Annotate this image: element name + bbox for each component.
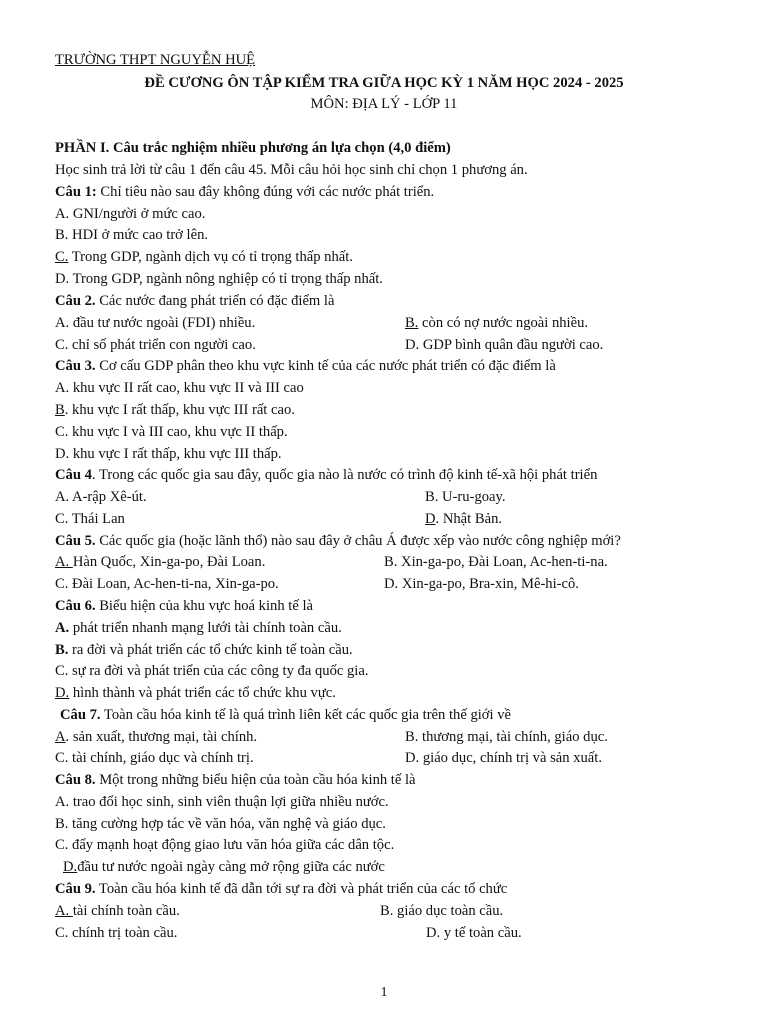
- school-name: TRƯỜNG THPT NGUYỄN HUỆ: [55, 52, 256, 68]
- question-label: Câu 5.: [55, 533, 96, 549]
- question-8: [55, 771, 728, 789]
- question-label: Câu 7.: [60, 707, 101, 723]
- q4-option-d: [425, 510, 728, 528]
- option-text: hình thành và phát triển các tổ chức khu vực.: [69, 685, 336, 701]
- q5-option-c: C. Đài Loan, Ac-hen-ti-na, Xin-ga-po.: [55, 576, 279, 592]
- answer-letter: A: [55, 729, 66, 745]
- q4-option-c: C. Thái Lan: [55, 511, 125, 527]
- page-number: 1: [380, 985, 388, 1000]
- answer-letter: B.: [405, 315, 419, 331]
- part1-heading: PHẦN I. Câu trắc nghiệm nhiều phương án lựa chọn (4,0 điểm): [55, 140, 451, 156]
- question-text: Cơ cấu GDP phân theo khu vực kinh tế của các nước phát triển có đặc điểm là: [95, 358, 556, 374]
- option-text: đầu tư nước ngoài ngày càng mở rộng giữa các nước: [77, 859, 385, 875]
- q7-option-d: D. giáo dục, chính trị và sản xuất.: [405, 750, 602, 766]
- answer-letter: B.: [55, 642, 69, 658]
- q1-option-b: B. HDI ở mức cao trở lên.: [55, 227, 209, 243]
- q2-option-d: D. GDP bình quân đầu người cao.: [405, 337, 604, 353]
- q9-option-d: D. y tế toàn cầu.: [426, 925, 522, 941]
- question-text: Chỉ tiêu nào sau đây không đúng với các nước phát triển.: [96, 184, 435, 200]
- q5-option-b: B. Xin-ga-po, Đài Loan, Ac-hen-ti-na.: [384, 554, 608, 570]
- question-2: [55, 292, 728, 310]
- q5-option-d: D. Xin-ga-po, Bra-xin, Mê-hi-cô.: [384, 576, 579, 592]
- q4-option-b: B. U-ru-goay.: [425, 489, 506, 505]
- q3-option-b: [55, 401, 728, 419]
- q3-option-a: A. khu vực II rất cao, khu vực II và III cao: [55, 380, 304, 396]
- answer-letter: D: [425, 511, 436, 527]
- option-text: . Nhật Bản.: [435, 511, 503, 527]
- q8-option-d: [63, 858, 728, 876]
- option-text: . sản xuất, thương mại, tài chính.: [65, 729, 258, 745]
- q2-option-c: C. chỉ số phát triển con người cao.: [55, 337, 256, 353]
- question-text: Toàn cầu hóa kinh tế là quá trình liên kết các quốc gia trên thế giới về: [100, 707, 511, 723]
- question-6: [55, 597, 728, 615]
- answer-letter: A.: [55, 620, 70, 636]
- option-text: còn có nợ nước ngoài nhiều.: [418, 315, 589, 331]
- answer-letter: C.: [55, 249, 69, 265]
- answer-letter: A.: [55, 903, 73, 919]
- question-5: [55, 532, 728, 550]
- q3-option-c: C. khu vực I và III cao, khu vực II thấp.: [55, 424, 288, 440]
- question-label: Câu 9.: [55, 881, 96, 897]
- q2-option-b: [405, 314, 728, 332]
- option-text: . khu vực I rất thấp, khu vực III rất cao.: [64, 402, 295, 418]
- q6-option-a: [55, 619, 728, 637]
- option-text: Hàn Quốc, Xin-ga-po, Đài Loan.: [72, 554, 266, 570]
- q3-option-d: D. khu vực I rất thấp, khu vực III thấp.: [55, 446, 282, 462]
- question-text: . Trong các quốc gia sau đây, quốc gia nào là nước có trình độ kinh tế-xã hội phát triển: [91, 467, 598, 483]
- answer-letter: B: [55, 402, 65, 418]
- q1-option-d: D. Trong GDP, ngành nông nghiệp có tỉ trọng thấp nhất.: [55, 271, 383, 287]
- q7-option-c: C. tài chính, giáo dục và chính trị.: [55, 750, 254, 766]
- question-1: [55, 183, 728, 201]
- question-7: [60, 706, 728, 724]
- answer-letter: A.: [55, 554, 73, 570]
- q6-option-c: C. sự ra đời và phát triển của các công ty đa quốc gia.: [55, 663, 369, 679]
- q8-option-a: A. trao đổi học sinh, sinh viên thuận lợi giữa nhiều nước.: [55, 794, 389, 810]
- question-label: Câu 8.: [55, 772, 96, 788]
- question-text: Các nước đang phát triển có đặc điểm là: [95, 293, 335, 309]
- q2-option-a: A. đầu tư nước ngoài (FDI) nhiều.: [55, 315, 256, 331]
- q7-option-b: B. thương mại, tài chính, giáo dục.: [405, 729, 608, 745]
- question-text: Các quốc gia (hoặc lãnh thổ) nào sau đây ở châu Á được xếp vào nước công nghiệp mới?: [95, 533, 621, 549]
- q9-option-c: C. chính trị toàn cầu.: [55, 925, 178, 941]
- question-label: Câu 6.: [55, 598, 96, 614]
- answer-letter: D.: [55, 685, 70, 701]
- option-text: phát triển nhanh mạng lưới tài chính toàn cầu.: [69, 620, 342, 636]
- q8-option-c: C. đẩy mạnh hoạt động giao lưu văn hóa giữa các dân tộc.: [55, 837, 395, 853]
- answer-letter: D.: [63, 859, 78, 875]
- question-text: Biểu hiện của khu vực hoá kinh tế là: [95, 598, 313, 614]
- question-4: [55, 466, 728, 484]
- part1-instruction: Học sinh trả lời từ câu 1 đến câu 45. Mỗi câu hỏi học sinh chỉ chọn 1 phương án.: [55, 162, 528, 178]
- q1-option-a: A. GNI/người ở mức cao.: [55, 206, 206, 222]
- question-label: Câu 3.: [55, 358, 96, 374]
- option-text: Trong GDP, ngành dịch vụ có tỉ trọng thấp nhất.: [68, 249, 353, 265]
- q9-option-b: B. giáo dục toàn cầu.: [380, 903, 504, 919]
- option-text: tài chính toàn cầu.: [72, 903, 180, 919]
- subject-line: MÔN: ĐỊA LÝ - LỚP 11: [310, 96, 458, 112]
- document-title: ĐỀ CƯƠNG ÔN TẬP KIỂM TRA GIỮA HỌC KỲ 1 NĂM HỌC 2024 - 2025: [144, 75, 624, 91]
- question-9: [55, 880, 728, 898]
- question-label: Câu 2.: [55, 293, 96, 309]
- q6-option-b: [55, 641, 728, 659]
- q6-option-d: [55, 684, 728, 702]
- option-text: ra đời và phát triển các tổ chức kinh tế toàn cầu.: [68, 642, 353, 658]
- question-text: Một trong những biểu hiện của toàn cầu hóa kinh tế là: [95, 772, 416, 788]
- question-text: Toàn cầu hóa kinh tế đã dẫn tới sự ra đời và phát triển của các tổ chức: [95, 881, 508, 897]
- question-label: Câu 1:: [55, 184, 97, 200]
- q4-option-a: A. A-rập Xê-út.: [55, 489, 147, 505]
- q8-option-b: B. tăng cường hợp tác về văn hóa, văn nghệ và giáo dục.: [55, 816, 386, 832]
- question-3: [55, 357, 728, 375]
- question-label: Câu 4: [55, 467, 92, 483]
- q1-option-c: [55, 248, 728, 266]
